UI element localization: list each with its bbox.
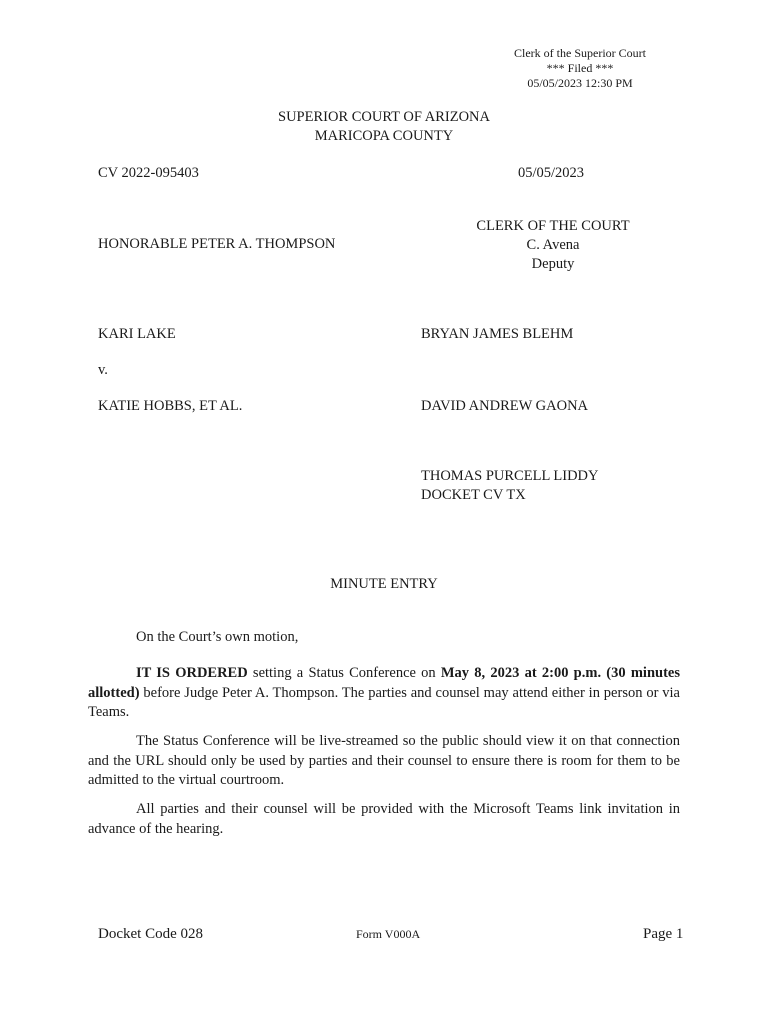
counsel-liddy: THOMAS PURCELL LIDDY	[421, 468, 599, 484]
filing-stamp	[480, 46, 680, 91]
page-number: Page 1	[643, 926, 684, 942]
case-number: CV 2022-095403	[98, 165, 199, 181]
order-text-1: setting a Status Conference on	[247, 665, 441, 681]
teams-paragraph: All parties and their counsel will be provided with the Microsoft Teams link invitation in advance of the hearing.	[88, 801, 680, 837]
counsel-blehm: BRYAN JAMES BLEHM	[421, 326, 574, 342]
clerk-name: C. Avena	[526, 237, 580, 253]
court-county: MARICOPA COUNTY	[314, 128, 454, 144]
filing-stamp-clerk: Clerk of the Superior Court	[514, 46, 646, 60]
counsel-gaona: DAVID ANDREW GAONA	[421, 398, 589, 414]
livestream-paragraph: The Status Conference will be live-streamed so the public should view it on that connection and the URL should only be used by parties and their counsel to ensure there is room for them to be admitted to the virtual courtroom.	[88, 733, 680, 788]
order-text-2: before Judge Peter A. Thompson. The parties and counsel may attend either in person or via Teams.	[88, 684, 680, 720]
order-bold-datetime: May 8, 2023 at 2:00 p.m. (30 minutes allotted)	[88, 665, 680, 701]
case-date: 05/05/2023	[518, 165, 585, 181]
clerk-block	[453, 217, 653, 274]
court-name: SUPERIOR COURT OF ARIZONA	[278, 109, 490, 125]
minute-entry-title: MINUTE ENTRY	[330, 576, 438, 592]
judge-name: HONORABLE PETER A. THOMPSON	[98, 236, 336, 252]
clerk-role: Deputy	[531, 256, 575, 272]
docket-code: Docket Code 028	[98, 926, 203, 942]
defendant-name: KATIE HOBBS, ET AL.	[98, 398, 243, 414]
versus-label: v.	[98, 362, 108, 378]
court-header	[0, 108, 768, 146]
intro-line: On the Court’s own motion,	[136, 629, 299, 645]
order-paragraph	[88, 664, 680, 723]
plaintiff-name: KARI LAKE	[98, 326, 176, 342]
counsel-docket: DOCKET CV TX	[421, 487, 526, 503]
filing-stamp-datetime: 05/05/2023 12:30 PM	[527, 76, 633, 90]
order-bold-lead: IT IS ORDERED	[136, 665, 248, 681]
filing-stamp-filed: *** Filed ***	[546, 61, 614, 75]
form-code: Form V000A	[356, 927, 421, 941]
clerk-title: CLERK OF THE COURT	[476, 218, 630, 234]
